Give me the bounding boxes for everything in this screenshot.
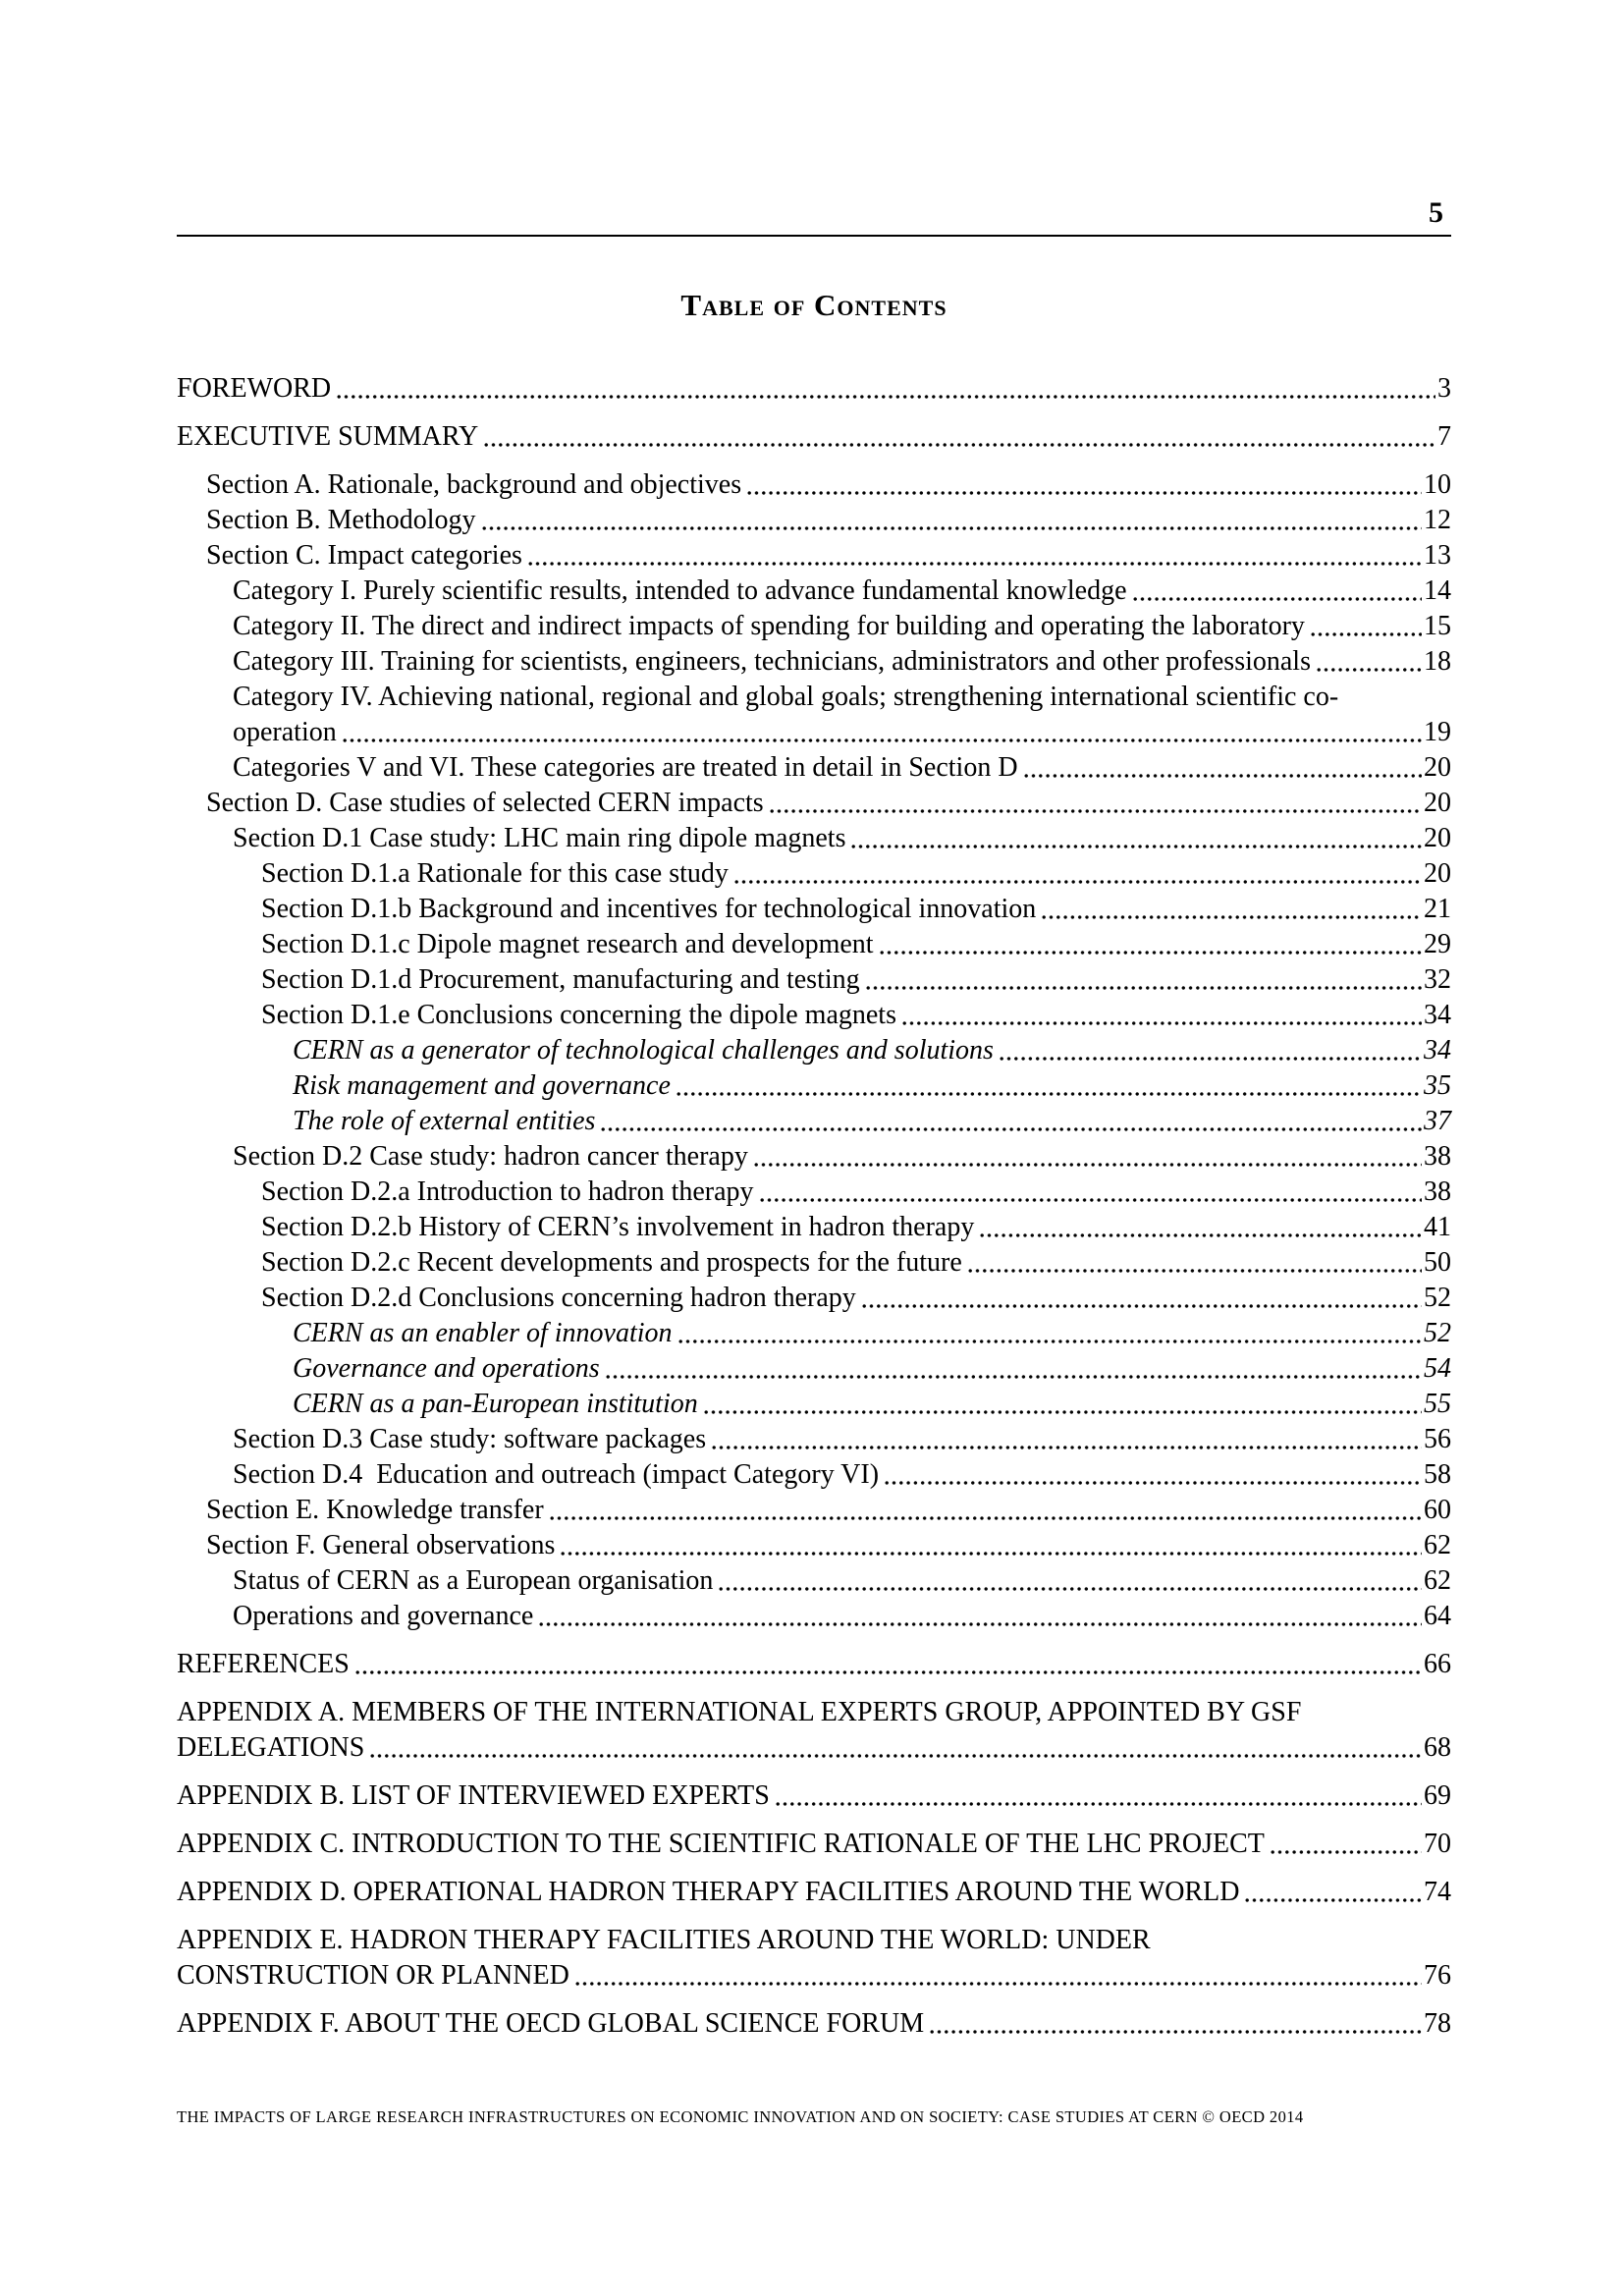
dot-leader (703, 1406, 1422, 1418)
toc-entry-row (261, 892, 1451, 927)
toc-entry-row (177, 2006, 1451, 2042)
dot-leader (979, 1230, 1422, 1241)
toc-entry-label: Risk management and governance (293, 1070, 671, 1101)
toc-entry-row (261, 1210, 1451, 1245)
dot-leader (676, 1088, 1422, 1100)
toc-entry-row (293, 1068, 1451, 1104)
toc-entry (177, 1875, 1451, 1910)
toc-entry-page: 38 (1424, 1176, 1451, 1207)
toc-entry-label: APPENDIX E. HADRON THERAPY FACILITIES AROUND THE WORLD: UNDER (177, 1925, 1151, 1955)
toc-entry (261, 892, 1451, 927)
dot-leader (600, 1123, 1422, 1135)
toc-entry-page: 29 (1424, 929, 1451, 959)
dot-leader (549, 1512, 1422, 1524)
toc-entry (206, 467, 1451, 503)
toc-entry-page: 62 (1424, 1565, 1451, 1596)
toc-entry (293, 1351, 1451, 1387)
page-number: 5 (1429, 196, 1443, 229)
toc-entry-page: 15 (1424, 611, 1451, 641)
dot-leader (538, 1618, 1422, 1630)
dot-leader (967, 1265, 1422, 1277)
toc-entry (233, 1457, 1451, 1493)
toc-entry-page: 69 (1424, 1780, 1451, 1811)
toc-entry-row (233, 1599, 1451, 1634)
dot-leader (574, 1978, 1422, 1990)
toc-entry-label: APPENDIX F. ABOUT THE OECD GLOBAL SCIENCE FORUM (177, 2008, 925, 2039)
toc-entry-page: 55 (1424, 1389, 1451, 1419)
toc-entry (261, 1175, 1451, 1210)
toc-entry-page: 20 (1424, 752, 1451, 783)
toc-entry-label: Section D.1.d Procurement, manufacturing and testing (261, 964, 860, 995)
toc-entry-page: 35 (1424, 1070, 1451, 1101)
dot-leader (677, 1336, 1422, 1347)
toc-entry-page: 18 (1424, 646, 1451, 677)
toc-entry (233, 1563, 1451, 1599)
toc-entry-label: Section E. Knowledge transfer (206, 1495, 544, 1525)
toc-entry-page: 34 (1424, 1035, 1451, 1066)
dot-leader (354, 1667, 1422, 1678)
toc-entry-label: Section C. Impact categories (206, 540, 522, 571)
toc-entry-row (233, 574, 1451, 609)
toc-entry (233, 1599, 1451, 1634)
toc-entry-page: 52 (1424, 1283, 1451, 1313)
toc-entry (233, 1139, 1451, 1175)
dot-leader (746, 487, 1422, 499)
toc-entry-label: CERN as an enabler of innovation (293, 1318, 673, 1348)
toc-entry-label: Section A. Rationale, background and objectives (206, 469, 742, 500)
toc-entry-row (206, 786, 1451, 821)
toc-entry-page: 60 (1424, 1495, 1451, 1525)
toc-entry-page: 54 (1424, 1353, 1451, 1384)
toc-entry (177, 1923, 1451, 1994)
toc-entry (206, 538, 1451, 574)
toc-entry-label: CONSTRUCTION OR PLANNED (177, 1960, 569, 1991)
toc-entry-label: operation (233, 717, 337, 747)
toc-entry (233, 644, 1451, 680)
dot-leader (1023, 770, 1422, 782)
toc-entry-label: REFERENCES (177, 1649, 350, 1679)
toc-entry-label: Section B. Methodology (206, 505, 476, 535)
header-rule (177, 235, 1451, 237)
dot-leader (769, 805, 1422, 817)
toc-entry-row (293, 1316, 1451, 1351)
toc-entry (233, 574, 1451, 609)
toc-entry (177, 371, 1451, 407)
toc-entry-row (233, 1422, 1451, 1457)
toc-entry-row (293, 1351, 1451, 1387)
dot-leader (1132, 593, 1423, 605)
toc-entry (261, 998, 1451, 1033)
toc-entry-label: DELEGATIONS (177, 1732, 365, 1763)
toc-entry-row (177, 1730, 1451, 1766)
toc-entry-label: Section D.1.c Dipole magnet research and development (261, 929, 874, 959)
toc-entry-row (177, 1875, 1451, 1910)
toc-entry-label: Section D.3 Case study: software packages (233, 1424, 707, 1454)
toc-entry (206, 1493, 1451, 1528)
toc-entry-label: Category IV. Achieving national, regional and global goals; strengthening international scientific co- (233, 682, 1339, 712)
toc-entry-row (293, 1387, 1451, 1422)
toc-entry-label: Section D.2.a Introduction to hadron therapy (261, 1176, 754, 1207)
toc-entry-page: 56 (1424, 1424, 1451, 1454)
toc-entry-row (233, 715, 1451, 750)
toc-entry-page: 20 (1424, 823, 1451, 853)
toc-entry-row (233, 1563, 1451, 1599)
toc-entry-label: Governance and operations (293, 1353, 600, 1384)
toc-entry-page: 66 (1424, 1649, 1451, 1679)
dot-leader (336, 391, 1435, 403)
dot-leader (605, 1371, 1422, 1383)
toc-entry-row (177, 1827, 1451, 1862)
toc-entry-label: Section D.4 Education and outreach (impact Category VI) (233, 1459, 880, 1490)
toc-entry-page: 7 (1437, 421, 1451, 452)
dot-leader (1244, 1894, 1422, 1906)
toc-entry-label: CERN as a pan-European institution (293, 1389, 698, 1419)
toc-entry (206, 786, 1451, 821)
toc-entry-page: 20 (1424, 858, 1451, 889)
toc-entry-page: 3 (1437, 373, 1451, 404)
toc-entry-page: 14 (1424, 575, 1451, 606)
toc-entry (233, 680, 1451, 750)
toc-entry-label: Section D.2.b History of CERN’s involvement in hadron therapy (261, 1212, 975, 1242)
toc-entry-page: 21 (1424, 894, 1451, 924)
toc-entry-page: 38 (1424, 1141, 1451, 1172)
toc-entry-row (206, 538, 1451, 574)
toc-entry-label: APPENDIX D. OPERATIONAL HADRON THERAPY FACILITIES AROUND THE WORLD (177, 1877, 1240, 1907)
toc-entry-page: 20 (1424, 788, 1451, 818)
dot-leader (1041, 911, 1422, 923)
dot-leader (711, 1442, 1422, 1453)
dot-leader (483, 439, 1435, 451)
toc-entry-page: 37 (1424, 1106, 1451, 1136)
toc-entry-page: 12 (1424, 505, 1451, 535)
toc-entry (206, 503, 1451, 538)
toc-entry (177, 419, 1451, 455)
toc-entry-page: 32 (1424, 964, 1451, 995)
toc-entry-row (177, 419, 1451, 455)
toc-entry-label: Operations and governance (233, 1601, 534, 1631)
toc-entry-row (233, 1457, 1451, 1493)
toc-entry (261, 927, 1451, 962)
toc-entry (261, 1245, 1451, 1281)
toc-entry (233, 821, 1451, 856)
toc-entry (177, 1827, 1451, 1862)
toc-entry-row (206, 503, 1451, 538)
toc-entry (293, 1033, 1451, 1068)
toc-entry-row (206, 1528, 1451, 1563)
toc-entry (177, 2006, 1451, 2042)
toc-entry-page: 58 (1424, 1459, 1451, 1490)
toc-entry-page: 52 (1424, 1318, 1451, 1348)
toc-entry-row (261, 1281, 1451, 1316)
dot-leader (481, 522, 1422, 534)
toc-entry (261, 962, 1451, 998)
toc-entry-label: Section D.1.b Background and incentives for technological innovation (261, 894, 1037, 924)
toc-entry-row (261, 962, 1451, 998)
dot-leader (1270, 1846, 1422, 1858)
dot-leader (861, 1300, 1422, 1312)
toc-entry-row (177, 1778, 1451, 1814)
dot-leader (342, 735, 1422, 746)
toc-entry-page: 19 (1424, 717, 1451, 747)
toc-entry-page: 34 (1424, 1000, 1451, 1030)
toc-list (177, 358, 1451, 2054)
toc-entry-label: APPENDIX A. MEMBERS OF THE INTERNATIONAL EXPERTS GROUP, APPOINTED BY GSF (177, 1697, 1302, 1727)
page-footer: THE IMPACTS OF LARGE RESEARCH INFRASTRUCTURES ON ECONOMIC INNOVATION AND ON SOCIETY: CASE STUDIES AT CERN © OECD 2014 (177, 2107, 1304, 2126)
dot-leader (560, 1548, 1422, 1559)
toc-entry-label: Section D.1 Case study: LHC main ring dipole magnets (233, 823, 846, 853)
toc-entry-row (177, 371, 1451, 407)
toc-entry-label: Category I. Purely scientific results, intended to advance fundamental knowledge (233, 575, 1127, 606)
dot-leader (999, 1053, 1422, 1065)
toc-entry-row (233, 644, 1451, 680)
toc-entry (293, 1316, 1451, 1351)
toc-entry-row (233, 750, 1451, 786)
toc-entry-row (233, 609, 1451, 644)
toc-entry (261, 1281, 1451, 1316)
toc-entry-label: Section D.2.d Conclusions concerning hadron therapy (261, 1283, 856, 1313)
toc-entry-label: Section D.2 Case study: hadron cancer therapy (233, 1141, 748, 1172)
toc-entry (293, 1104, 1451, 1139)
toc-entry-page: 50 (1424, 1247, 1451, 1278)
toc-entry-label: FOREWORD (177, 373, 332, 404)
toc-entry-page: 64 (1424, 1601, 1451, 1631)
toc-entry-row (177, 1647, 1451, 1682)
dot-leader (369, 1750, 1422, 1762)
toc-entry-page: 68 (1424, 1732, 1451, 1763)
toc-entry-row (206, 1493, 1451, 1528)
toc-entry-label: Categories V and VI. These categories are treated in detail in Section D (233, 752, 1018, 783)
toc-entry-label: Status of CERN as a European organisation (233, 1565, 714, 1596)
dot-leader (753, 1159, 1422, 1171)
dot-leader (879, 947, 1422, 958)
toc-entry-label: APPENDIX B. LIST OF INTERVIEWED EXPERTS (177, 1780, 770, 1811)
toc-entry-row (261, 998, 1451, 1033)
toc-entry-page: 78 (1424, 2008, 1451, 2039)
toc-entry (233, 609, 1451, 644)
page-content (177, 0, 1451, 2054)
toc-entry-label: EXECUTIVE SUMMARY (177, 421, 479, 452)
toc-entry (261, 1210, 1451, 1245)
dot-leader (718, 1583, 1422, 1595)
toc-entry-row (261, 927, 1451, 962)
toc-entry-row (261, 856, 1451, 892)
toc-entry (233, 750, 1451, 786)
toc-entry-label: APPENDIX C. INTRODUCTION TO THE SCIENTIFIC RATIONALE OF THE LHC PROJECT (177, 1829, 1265, 1859)
toc-entry-row (233, 1139, 1451, 1175)
toc-entry-page: 76 (1424, 1960, 1451, 1991)
toc-entry-row (261, 1245, 1451, 1281)
dot-leader (733, 876, 1422, 888)
toc-entry-row (293, 1104, 1451, 1139)
toc-entry (177, 1695, 1451, 1766)
toc-entry-page: 74 (1424, 1877, 1451, 1907)
toc-entry-row (206, 467, 1451, 503)
dot-leader (850, 841, 1422, 852)
toc-entry-label: The role of external entities (293, 1106, 596, 1136)
dot-leader (901, 1017, 1422, 1029)
toc-entry (177, 1647, 1451, 1682)
toc-entry-label: Section D.1.e Conclusions concerning the dipole magnets (261, 1000, 896, 1030)
toc-entry (293, 1068, 1451, 1104)
toc-entry (261, 856, 1451, 892)
toc-entry-row (261, 1175, 1451, 1210)
dot-leader (1310, 629, 1422, 640)
toc-entry-page: 10 (1424, 469, 1451, 500)
dot-leader (884, 1477, 1422, 1489)
toc-entry-row (233, 821, 1451, 856)
toc-entry-page: 13 (1424, 540, 1451, 571)
toc-title: Table of Contents (680, 288, 947, 322)
toc-entry (177, 1778, 1451, 1814)
dot-leader (527, 558, 1422, 570)
toc-entry (233, 1422, 1451, 1457)
toc-entry-label: Section D.2.c Recent developments and prospects for the future (261, 1247, 962, 1278)
dot-leader (929, 2026, 1422, 2038)
toc-entry-label: Section D.1.a Rationale for this case study (261, 858, 729, 889)
toc-entry-row (177, 1958, 1451, 1994)
toc-entry (206, 1528, 1451, 1563)
dot-leader (775, 1798, 1422, 1810)
toc-entry-label: Section F. General observations (206, 1530, 556, 1560)
toc-entry-label: Category II. The direct and indirect impacts of spending for building and operating the laboratory (233, 611, 1305, 641)
dot-leader (759, 1194, 1422, 1206)
toc-entry-label: Category III. Training for scientists, engineers, technicians, administrators and other professionals (233, 646, 1311, 677)
toc-entry-page: 62 (1424, 1530, 1451, 1560)
dot-leader (1316, 664, 1422, 676)
toc-entry-row (293, 1033, 1451, 1068)
dot-leader (865, 982, 1422, 994)
toc-entry-label: CERN as a generator of technological challenges and solutions (293, 1035, 994, 1066)
toc-entry-page: 41 (1424, 1212, 1451, 1242)
toc-entry-label: Section D. Case studies of selected CERN impacts (206, 788, 764, 818)
toc-entry-page: 70 (1424, 1829, 1451, 1859)
toc-entry (293, 1387, 1451, 1422)
